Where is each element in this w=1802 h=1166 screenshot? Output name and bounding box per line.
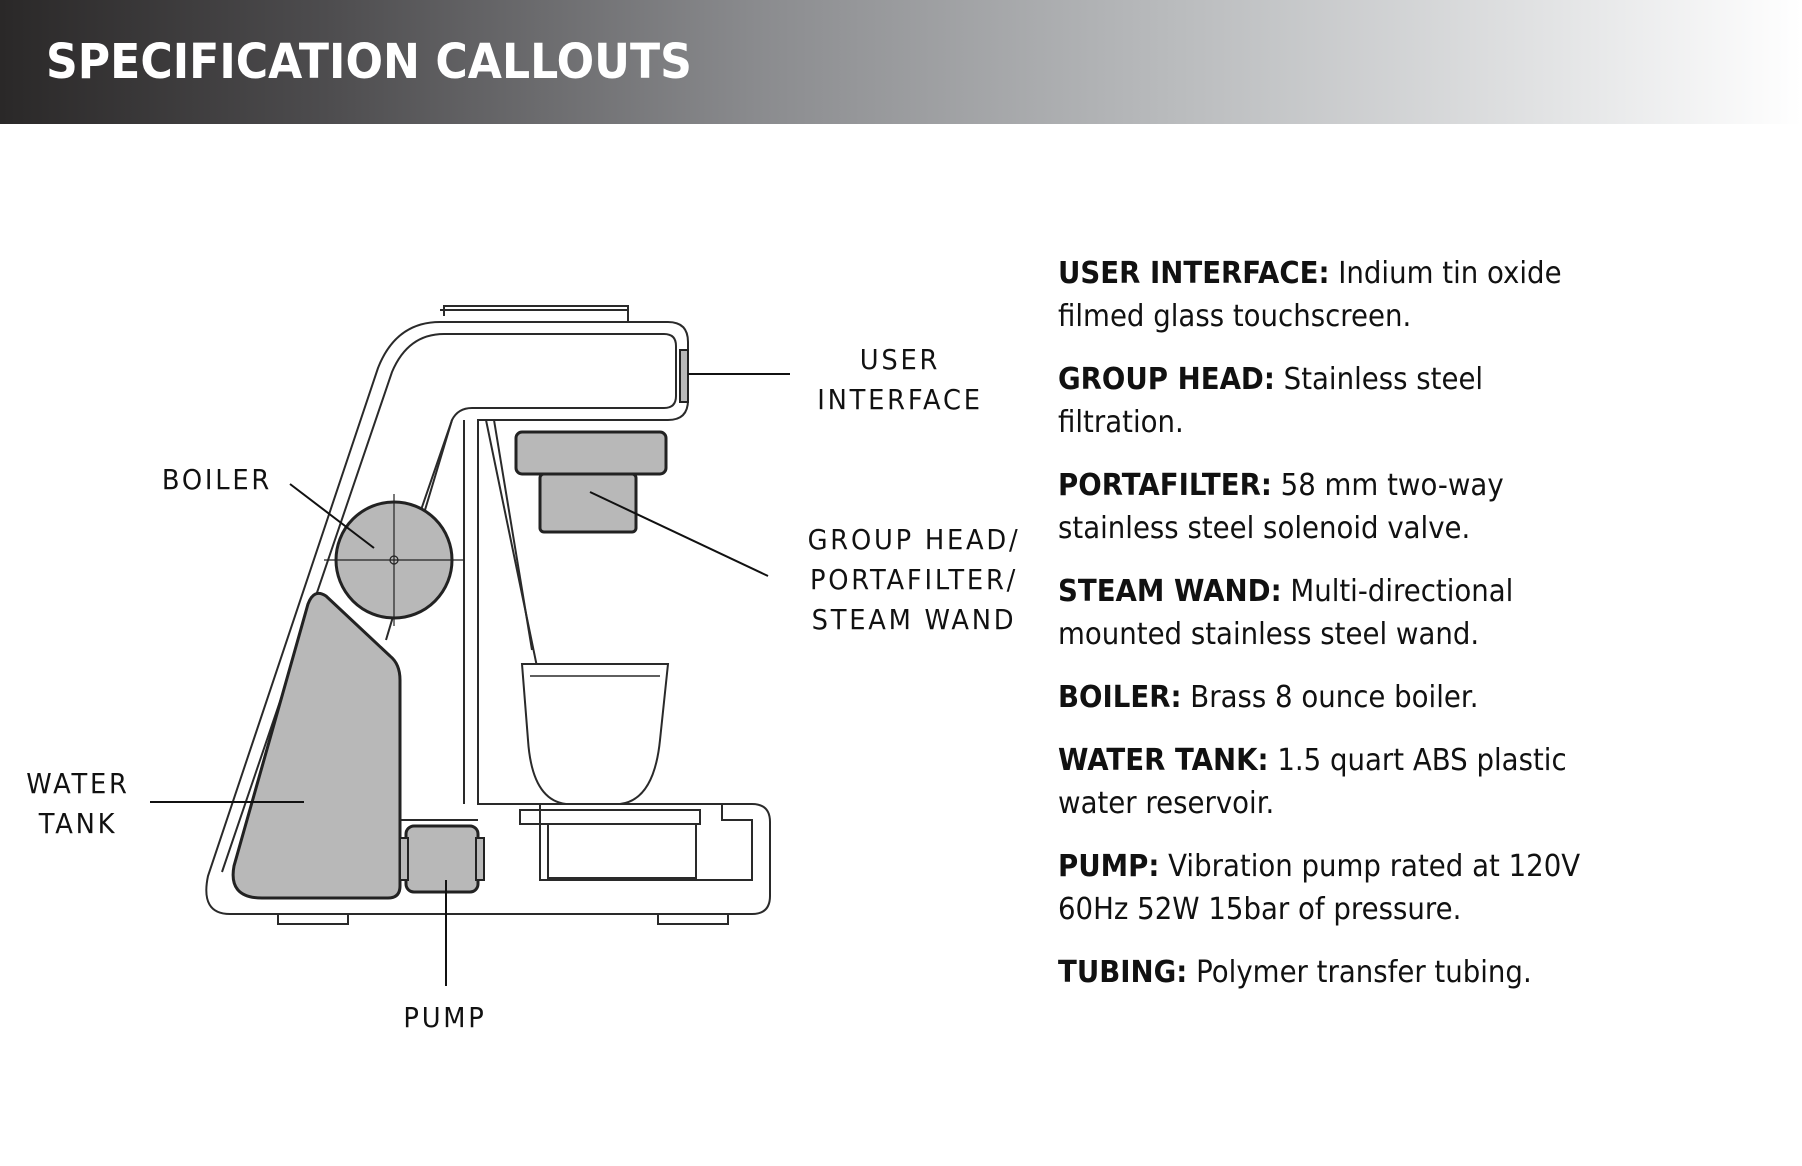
spec-key: WATER TANK:	[1058, 743, 1269, 778]
spec-item-group-head: GROUP HEAD: Stainless steel filtration.	[1058, 362, 1484, 440]
page-title: SPECIFICATION CALLOUTS	[46, 34, 692, 90]
spec-key: PUMP:	[1058, 849, 1160, 884]
spec-item-user-interface: USER INTERFACE: Indium tin oxide filmed glass touchscreen.	[1058, 256, 1562, 334]
pump	[400, 826, 484, 892]
callout-boiler: BOILER	[161, 463, 273, 496]
callout-pump: PUMP	[403, 1001, 487, 1034]
spec-item-tubing: TUBING: Polymer transfer tubing.	[1058, 955, 1532, 990]
spec-item-steam-wand: STEAM WAND: Multi-directional mounted stainless steel wand.	[1058, 574, 1514, 652]
callout-user-interface: USER INTERFACE	[817, 343, 983, 416]
espresso-cup	[522, 664, 668, 804]
spec-item-water-tank: WATER TANK: 1.5 quart ABS plastic water reservoir.	[1058, 743, 1567, 821]
top-lid	[440, 306, 628, 322]
spec-key: BOILER:	[1058, 680, 1182, 715]
header-bar	[0, 0, 1802, 124]
spec-key: USER INTERFACE:	[1058, 256, 1330, 291]
callout-group-head: GROUP HEAD/ PORTAFILTER/ STEAM WAND	[807, 523, 1021, 636]
spec-item-portafilter: PORTAFILTER: 58 mm two-way stainless steel solenoid valve.	[1058, 468, 1504, 546]
spec-key: PORTAFILTER:	[1058, 468, 1272, 503]
leader-group-head	[590, 492, 768, 576]
user-interface-screen	[680, 350, 688, 402]
boiler	[324, 494, 464, 626]
spec-item-pump: PUMP: Vibration pump rated at 120V 60Hz 52W 15bar of pressure.	[1058, 849, 1581, 927]
spec-list	[1058, 252, 1758, 1014]
callout-water-tank: WATER TANK	[26, 767, 130, 840]
spec-key: STEAM WAND:	[1058, 574, 1282, 609]
spec-key: TUBING:	[1058, 955, 1188, 990]
spec-key: GROUP HEAD:	[1058, 362, 1275, 397]
spec-item-boiler: BOILER: Brass 8 ounce boiler.	[1058, 680, 1479, 715]
water-tank	[233, 593, 400, 898]
